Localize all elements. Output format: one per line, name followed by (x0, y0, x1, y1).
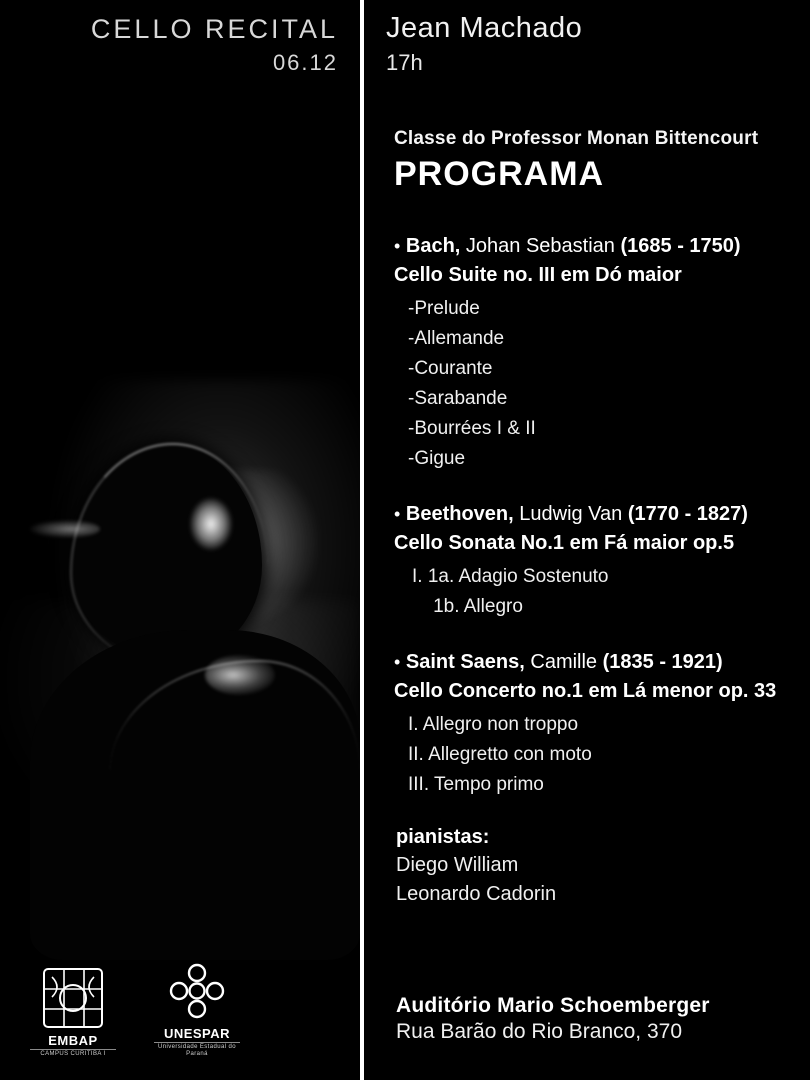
composer-given-name: Johan Sebastian (465, 235, 615, 257)
venue-section (396, 994, 806, 1044)
bullet-icon: • (394, 504, 401, 525)
movement-item: -Courante (408, 358, 493, 380)
venue-address: Rua Barão do Rio Branco, 370 (396, 1020, 683, 1043)
unespar-logo-sub: Universidade Estadual do Paraná (154, 1042, 240, 1058)
unespar-logo-name: UNESPAR (163, 1026, 231, 1042)
embap-logo-name: EMBAP (48, 1033, 98, 1049)
bullet-icon: • (394, 236, 401, 256)
composer-line (394, 232, 804, 261)
cellist-hand-highlight (205, 655, 275, 695)
composer-years: (1835 - 1921) (602, 651, 723, 674)
work-title: Cello Concerto no.1 em Lá menor op. 33 (394, 680, 777, 703)
professor-class: Classe do Professor Monan Bittencourt (394, 128, 759, 149)
work-item (394, 648, 804, 800)
work-item (394, 232, 804, 474)
composer-surname: Bach, (405, 235, 461, 257)
works-list (394, 232, 804, 820)
cellist-face-highlight (190, 498, 232, 550)
embap-logo-sub: CAMPUS CURITIBA I (30, 1049, 116, 1058)
movement-item: III. Tempo primo (408, 774, 544, 796)
performer-name: Jean Machado (386, 12, 583, 44)
composer-surname: Beethoven, (405, 503, 514, 526)
cello-neck-highlight (30, 520, 100, 538)
composer-given-name: Ludwig Van (519, 503, 623, 526)
composer-years: (1685 - 1750) (620, 235, 741, 257)
movement-list (394, 294, 804, 474)
poster-date: 06.12 (272, 50, 338, 75)
composer-years: (1770 - 1827) (627, 503, 748, 526)
movement-item: 1b. Allegro (412, 596, 523, 618)
movement-item: I. Allegro non troppo (408, 714, 579, 736)
logo-embap (30, 967, 116, 1058)
movement-item: -Prelude (408, 298, 480, 319)
movement-item: -Sarabande (408, 388, 508, 410)
unespar-logo-icon (166, 960, 228, 1022)
logo-unespar (154, 960, 240, 1058)
movement-item: -Allemande (408, 328, 505, 350)
movement-item: I. 1a. Adagio Sostenuto (412, 566, 609, 588)
pianist-name: Diego William (396, 854, 519, 876)
work-title: Cello Sonata No.1 em Fá maior op.5 (394, 532, 735, 555)
movement-item: -Bourrées I & II (408, 418, 536, 440)
pianist-name: Leonardo Cadorin (396, 883, 557, 905)
photo-panel (0, 0, 360, 1080)
poster-title: CELLO RECITAL (90, 14, 338, 44)
composer-given-name: Camille (530, 651, 598, 674)
movement-item: II. Allegretto con moto (408, 744, 592, 766)
embap-logo-icon (42, 967, 104, 1029)
composer-line (394, 648, 804, 677)
program-heading: PROGRAMA (394, 155, 605, 193)
movement-item: -Gigue (408, 448, 466, 470)
movement-list (394, 710, 804, 800)
composer-line (394, 500, 804, 529)
composer-surname: Saint Saens, (405, 651, 525, 674)
program-panel (364, 0, 810, 1080)
work-item (394, 500, 804, 622)
work-title: Cello Suite no. III em Dó maior (394, 264, 682, 286)
movement-list (394, 562, 804, 622)
venue-name: Auditório Mario Schoemberger (396, 994, 710, 1017)
event-time: 17h (386, 50, 423, 75)
bullet-icon: • (394, 652, 401, 673)
pianists-label: pianistas: (396, 826, 490, 848)
pianists-section (396, 826, 796, 909)
logos (30, 960, 240, 1058)
